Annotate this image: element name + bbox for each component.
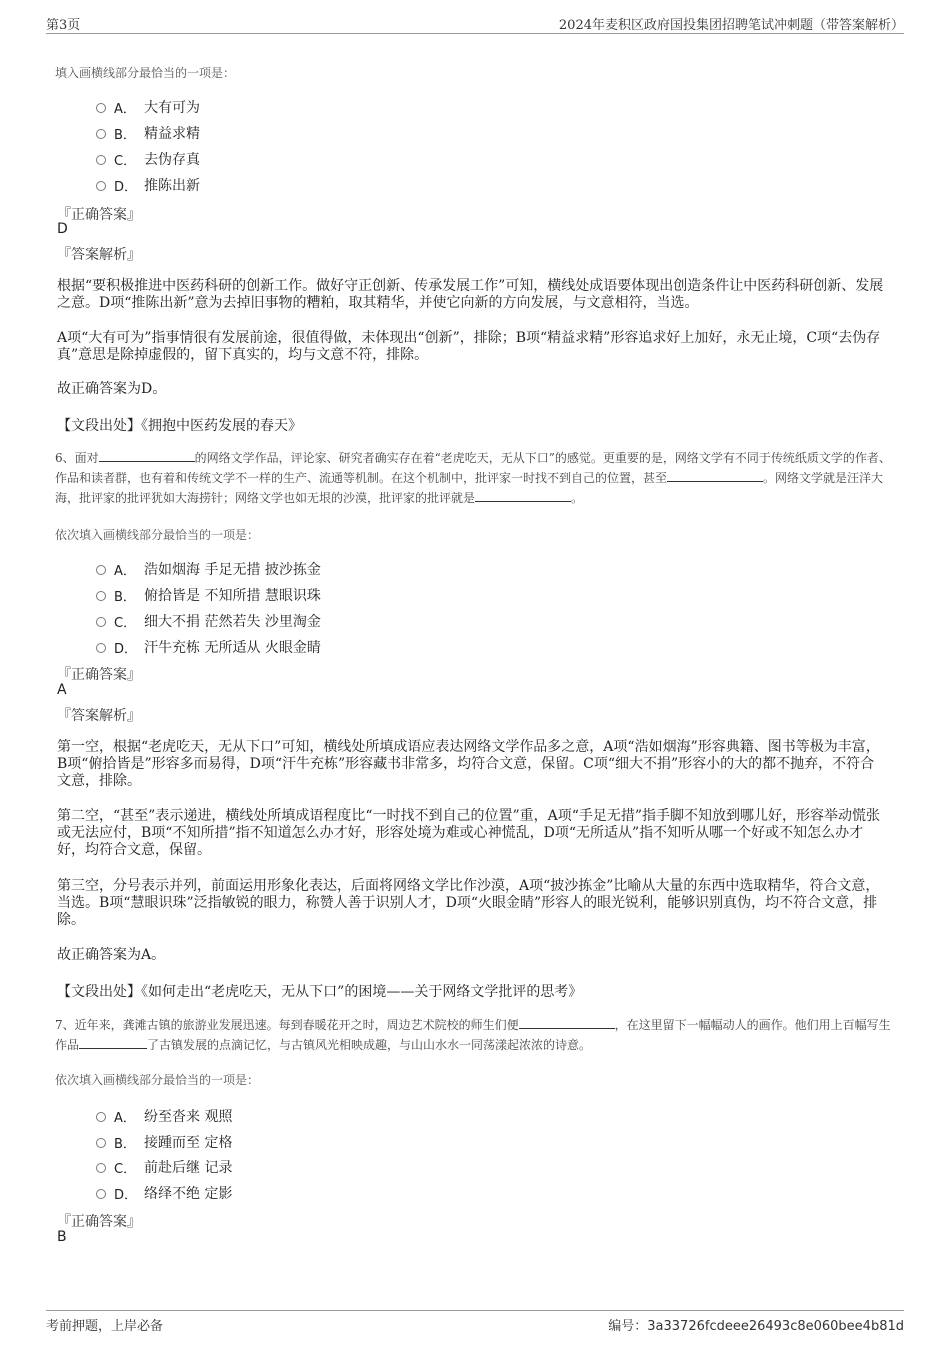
option-text: 前赴后继 记录 <box>144 1160 233 1176</box>
q6-option-c[interactable]: C． 细大不捐 茫然若失 沙里淘金 <box>96 611 321 631</box>
option-text: 细大不捐 茫然若失 沙里淘金 <box>144 614 321 630</box>
blank <box>99 450 195 462</box>
q5-analysis-label: 『答案解析』 <box>57 247 141 263</box>
q5-option-a[interactable]: A． 大有可为 <box>96 97 200 117</box>
q5-option-b[interactable]: B． 精益求精 <box>96 123 200 143</box>
q6-prompt: 依次填入画横线部分最恰当的一项是： <box>55 528 260 542</box>
q5-option-d[interactable]: D． 推陈出新 <box>96 175 200 195</box>
option-text: 接踵而至 定格 <box>144 1135 233 1151</box>
q6-conclusion: 故正确答案为A。 <box>57 947 166 963</box>
radio-icon[interactable] <box>96 617 106 627</box>
blank <box>667 470 763 482</box>
option-text: 精益求精 <box>144 126 200 142</box>
page-footer <box>46 1310 904 1332</box>
page-number: 第3页 <box>46 18 81 33</box>
q6-option-d[interactable]: D． 汗牛充栋 无所适从 火眼金睛 <box>96 637 321 657</box>
q6-analysis-paragraph: 第二空，“甚至”表示递进，横线处所填成语程度比“一时找不到自己的位置”重，A项“手足无措”指手脚不知放到哪儿好，形容举动慌张或无法应付，B项“不知所措”指不知道怎么办才好，形容处境为难或心神慌乱，D项“无所适从”指不知听从哪一个好或不知怎么办才好，均符合文意，保留。 <box>57 808 881 858</box>
q7-option-a[interactable]: A． 纷至沓来 观照 <box>96 1106 232 1126</box>
q7-option-c[interactable]: C． 前赴后继 记录 <box>96 1157 232 1177</box>
radio-icon[interactable] <box>96 1112 106 1122</box>
option-text: 俯拾皆是 不知所措 慧眼识珠 <box>144 588 321 604</box>
page-header <box>46 14 904 34</box>
option-text: 浩如烟海 手足无措 披沙拣金 <box>144 562 321 578</box>
q6-answer: A <box>57 682 67 698</box>
q7-answer-label: 『正确答案』 <box>57 1214 141 1230</box>
q6-analysis-label: 『答案解析』 <box>57 708 141 724</box>
q5-answer-label: 『正确答案』 <box>57 207 141 223</box>
radio-icon[interactable] <box>96 1138 106 1148</box>
radio-icon[interactable] <box>96 155 106 165</box>
radio-icon[interactable] <box>96 1189 106 1199</box>
q7-prompt: 依次填入画横线部分最恰当的一项是： <box>55 1073 260 1087</box>
q7-text: 7、近年来，龚滩古镇的旅游业发展迅速。每到春暖花开之时，周边艺术院校的师生们便 ，在这里留下一幅幅动人的画作。他们用上百幅写生作品 了古镇发展的点滴记忆，与古镇风光相映成趣，与山山水水一同荡漾起浓浓的诗意。 <box>55 1018 891 1052</box>
option-text: 去伪存真 <box>144 152 200 168</box>
option-text: 大有可为 <box>144 100 200 116</box>
blank <box>79 1037 147 1049</box>
q5-option-c[interactable]: C． 去伪存真 <box>96 149 200 169</box>
q5-analysis-paragraph: 根据“要积极推进中医药科研的创新工作。做好守正创新、传承发展工作”可知，横线处成语要体现出创造条件让中医药科研创新、发展之意。D项“推陈出新”意为去掉旧事物的糟粕，取其精华，并使它向新的方向发展，与文意相符，当选。 <box>57 278 884 311</box>
q6-text: 6、面对 的网络文学作品，评论家、研究者确实存在着“老虎吃天，无从下口”的感觉。更重要的是，网络文学有不同于传统纸质文学的作者、作品和读者群，也有着和传统文学不一样的生产、流通等机制。在这个机制中，批评家一时找不到自己的位置，甚至 。网络文学就是汪洋大海，批评家的批评犹如大海捞针；网络文学也如无垠的沙漠，批评家的批评就是 。 <box>55 451 891 505</box>
q5-analysis-paragraph: A项“大有可为”指事情很有发展前途，很值得做，未体现出“创新”，排除；B项“精益求精”形容追求好上加好，永无止境，C项“去伪存真”意思是除掉虚假的，留下真实的，均与文意不符，排除。 <box>57 330 881 363</box>
q6-option-a[interactable]: A． 浩如烟海 手足无措 披沙拣金 <box>96 559 321 579</box>
radio-icon[interactable] <box>96 565 106 575</box>
radio-icon[interactable] <box>96 591 106 601</box>
radio-icon[interactable] <box>96 129 106 139</box>
option-text: 推陈出新 <box>144 178 200 194</box>
q6-analysis-paragraph: 第三空，分号表示并列，前面运用形象化表达，后面将网络文学比作沙漠，A项“披沙拣金”比喻从大量的东西中选取精华，符合文意，当选。B项“慧眼识珠”泛指敏锐的眼力，称赞人善于识别人才，D项“火眼金睛”形容人的眼光锐利，能够识别真伪，均不符合文意，排除。 <box>57 878 880 928</box>
q5-answer: D <box>57 221 68 237</box>
radio-icon[interactable] <box>96 103 106 113</box>
radio-icon[interactable] <box>96 181 106 191</box>
q7-option-b[interactable]: B． 接踵而至 定格 <box>96 1132 232 1152</box>
q5-prompt: 填入画横线部分最恰当的一项是： <box>55 66 236 80</box>
footer-slogan: 考前押题，上岸必备 <box>46 1319 164 1334</box>
document-code: 编号：3a33726fcdeee26493c8e060bee4b81d <box>608 1319 904 1334</box>
blank <box>519 1017 615 1029</box>
option-text: 络绎不绝 定影 <box>144 1186 233 1202</box>
document-title: 2024年麦积区政府国投集团招聘笔试冲刺题（带答案解析） <box>558 18 904 33</box>
blank <box>475 490 571 502</box>
q6-answer-label: 『正确答案』 <box>57 667 141 683</box>
radio-icon[interactable] <box>96 1163 106 1173</box>
q6-source: 【文段出处】《如何走出“老虎吃天，无从下口”的困境——关于网络文学批评的思考》 <box>57 984 583 1000</box>
radio-icon[interactable] <box>96 643 106 653</box>
q6-analysis-paragraph: 第一空，根据“老虎吃天，无从下口”可知，横线处所填成语应表达网络文学作品多之意，A项“浩如烟海”形容典籍、图书等极为丰富，B项“俯拾皆是”形容多而易得，D项“汗牛充栋”形容藏书非常多，均符合文意，保留。C项“细大不捐”形容小的大的都不抛弃，不符合文意，排除。 <box>57 739 880 789</box>
q7-answer: B <box>57 1229 67 1245</box>
q7-option-d[interactable]: D． 络绎不绝 定影 <box>96 1183 232 1203</box>
q5-conclusion: 故正确答案为D。 <box>57 381 167 397</box>
option-text: 汗牛充栋 无所适从 火眼金睛 <box>144 640 321 656</box>
q6-option-b[interactable]: B． 俯拾皆是 不知所措 慧眼识珠 <box>96 585 321 605</box>
q5-source: 【文段出处】《拥抱中医药发展的春天》 <box>57 418 302 434</box>
option-text: 纷至沓来 观照 <box>144 1109 233 1125</box>
